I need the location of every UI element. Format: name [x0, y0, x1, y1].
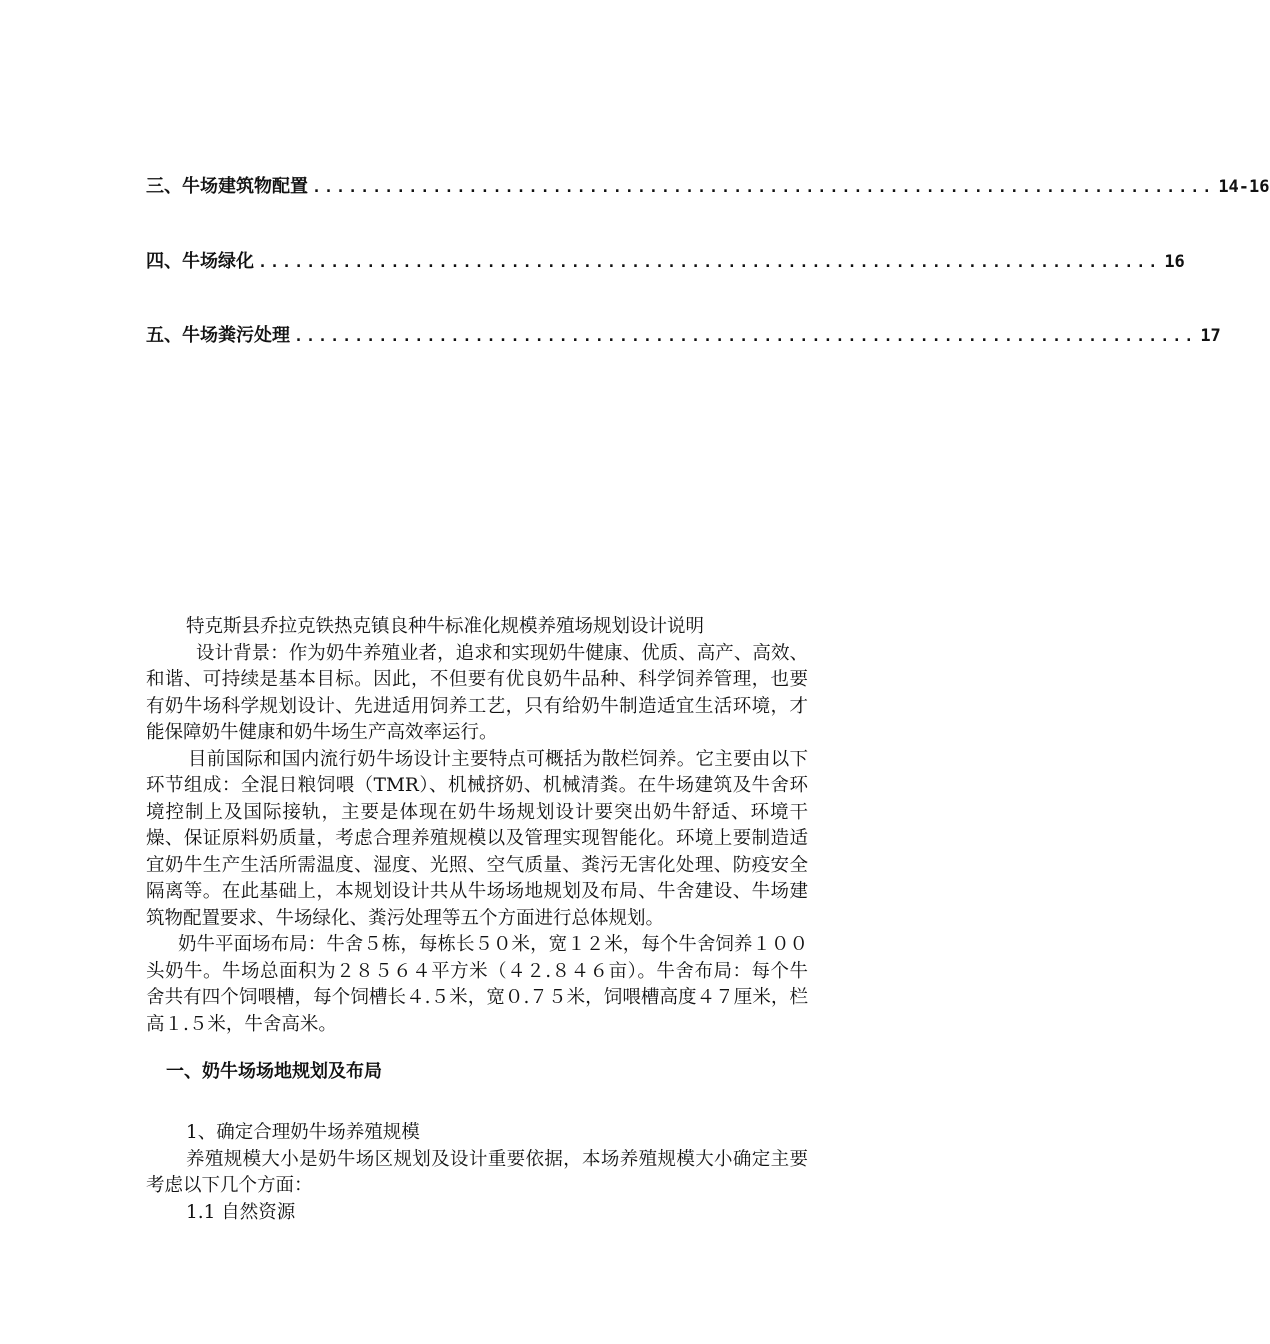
document-body: [146, 614, 808, 1038]
toc-page-number: 16: [1164, 252, 1185, 272]
toc-title: 五、牛场粪污处理: [146, 325, 290, 346]
subsection: [146, 1120, 808, 1226]
toc-leader: ...........................................................................: [312, 178, 1215, 196]
toc-row-3: [146, 175, 1270, 199]
toc-row-4: [146, 250, 1185, 274]
toc-row-5: [146, 324, 1221, 348]
toc-page-number: 17: [1200, 326, 1221, 346]
toc-leader: ...........................................................................: [294, 327, 1197, 345]
toc-title: 四、牛场绿化: [146, 251, 254, 272]
subsection-title: 1、确定合理奶牛场养殖规模: [186, 1122, 420, 1143]
section-heading: 一、奶牛场场地规划及布局: [166, 1061, 382, 1082]
paragraph-background: 设计背景：作为奶牛养殖业者，追求和实现奶牛健康、优质、高产、高效、和谐、可持续是基本目标。因此，不但要有优良奶牛品种、科学饲养管理，也要有奶牛场科学规划设计、先进适用饲养工艺，只有给奶牛制造适宜生活环境，才能保障奶牛健康和奶牛场生产高效率运行。: [146, 642, 808, 743]
toc-page-number: 14-16: [1218, 177, 1270, 197]
toc-title: 三、牛场建筑物配置: [146, 176, 308, 197]
toc-leader: ...........................................................................: [258, 253, 1161, 271]
paragraph-design-features: 目前国际和国内流行奶牛场设计主要特点可概括为散栏饲养。它主要由以下环节组成：全混日粮饲喂（TMR）、机械挤奶、机械清粪。在牛场建筑及牛舍环境控制上及国际接轨，主要是体现在奶牛场规划设计要突出奶牛舒适、环境干燥、保证原料奶质量，考虑合理养殖规模以及管理实现智能化。环境上要制造适宜奶牛生产生活所需温度、湿度、光照、空气质量、粪污无害化处理、防疫安全隔离等。在此基础上，本规划设计共从牛场场地规划及布局、牛舍建设、牛场建筑物配置要求、牛场绿化、粪污处理等五个方面进行总体规划。: [146, 748, 808, 929]
sub-subsection-title: 1.1 自然资源: [186, 1201, 296, 1223]
subsection-paragraph: 养殖规模大小是奶牛场区规划及设计重要依据，本场养殖规模大小确定主要考虑以下几个方面：: [146, 1148, 808, 1196]
document-title: 特克斯县乔拉克铁热克镇良种牛标准化规模养殖场规划设计说明: [186, 616, 705, 637]
paragraph-layout: 奶牛平面场布局：牛舍５栋，每栋长５０米，宽１２米，每个牛舍饲养１００头奶牛。牛场总面积为２８５６４平方米（４２.８４６亩）。牛舍布局：每个牛舍共有四个饲喂槽，每个饲槽长４.５米，宽０.７５米，饲喂槽高度４７厘米，栏高１.５米，牛舍高米。: [146, 934, 808, 1035]
